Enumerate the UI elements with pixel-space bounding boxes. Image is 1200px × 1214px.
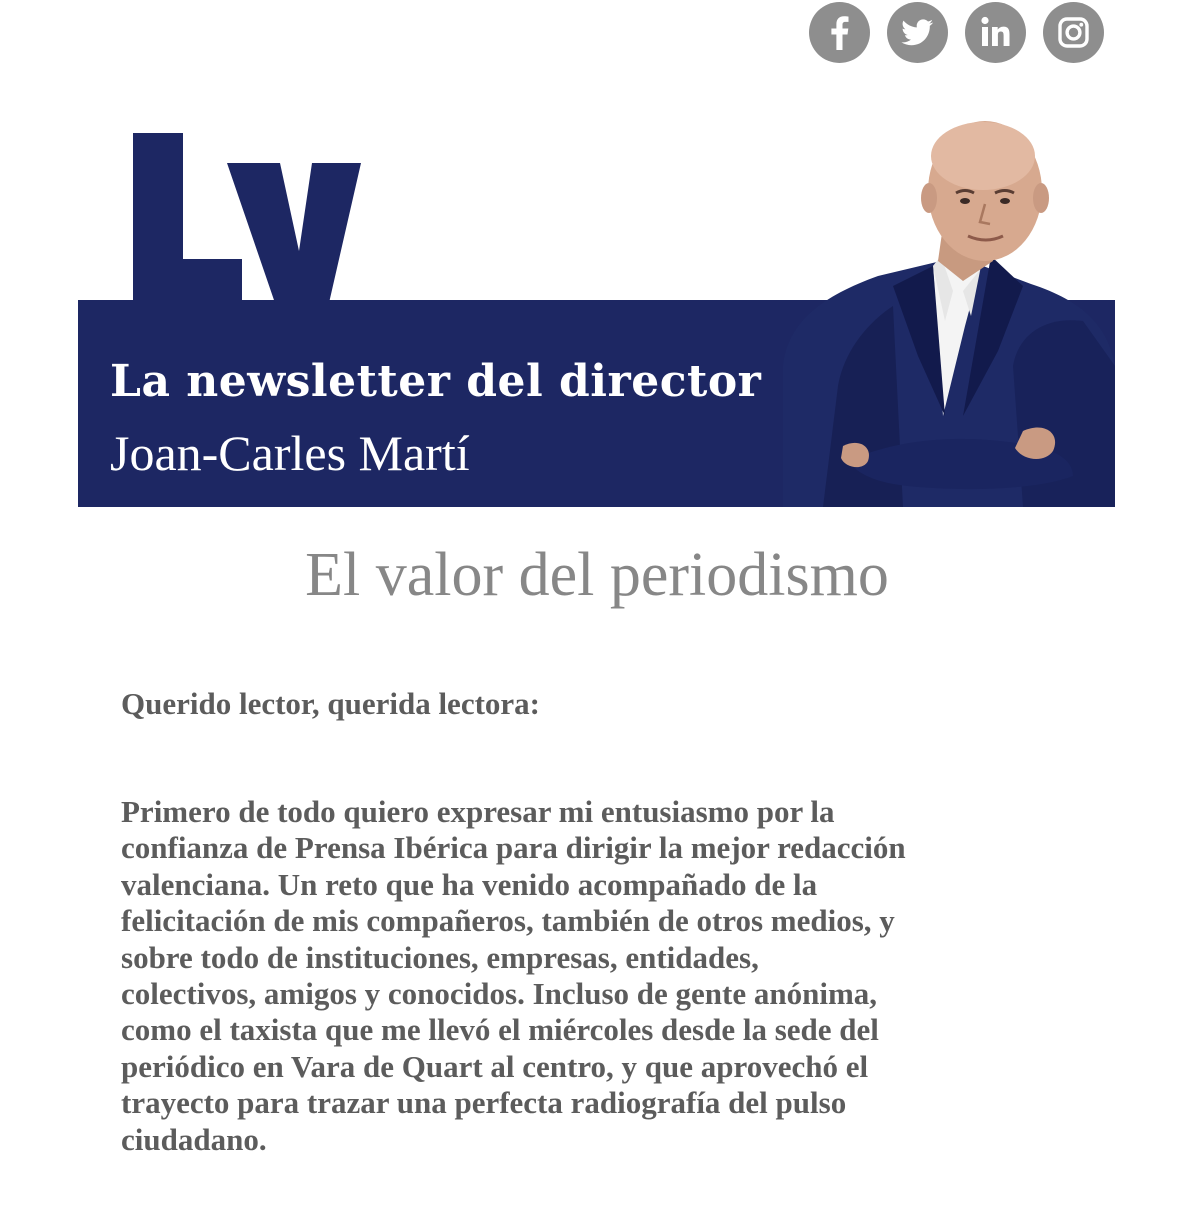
director-portrait xyxy=(783,116,1115,507)
body-line: trayecto para trazar una perfecta radiografía del pulso xyxy=(121,1085,847,1121)
body-line: confianza de Prensa Ibérica para dirigir la mejor redacción xyxy=(121,830,906,866)
author-name: Joan-Carles Martí xyxy=(110,425,470,481)
linkedin-link[interactable] xyxy=(965,2,1026,63)
facebook-link[interactable] xyxy=(809,2,870,63)
body-line: Primero de todo quiero expresar mi entusiasmo por la xyxy=(121,794,835,829)
instagram-link[interactable] xyxy=(1043,2,1104,63)
instagram-icon xyxy=(1043,2,1104,63)
body-line: felicitación de mis compañeros, también de otros medios, y xyxy=(121,903,895,939)
article-body xyxy=(121,794,1081,1158)
newsletter-title: La newsletter del director xyxy=(110,356,762,407)
twitter-icon xyxy=(887,2,948,63)
lv-logo xyxy=(132,133,364,303)
article-greeting: Querido lector, querida lectora: xyxy=(121,686,540,721)
facebook-icon xyxy=(809,2,870,63)
body-line: valenciana. Un reto que ha venido acompañado de la xyxy=(121,866,818,902)
social-links xyxy=(809,2,1104,63)
body-line: como el taxista que me llevó el miércoles desde la sede del xyxy=(121,1012,879,1048)
body-line: sobre todo de instituciones, empresas, entidades, xyxy=(121,939,759,975)
body-line: colectivos, amigos y conocidos. Incluso de gente anónima, xyxy=(121,976,878,1012)
twitter-link[interactable] xyxy=(887,2,948,63)
body-line: ciudadano. xyxy=(121,1121,267,1157)
linkedin-icon xyxy=(965,2,1026,63)
body-line: periódico en Vara de Quart al centro, y que aprovechó el xyxy=(121,1048,869,1084)
article-headline: El valor del periodismo xyxy=(305,541,889,609)
